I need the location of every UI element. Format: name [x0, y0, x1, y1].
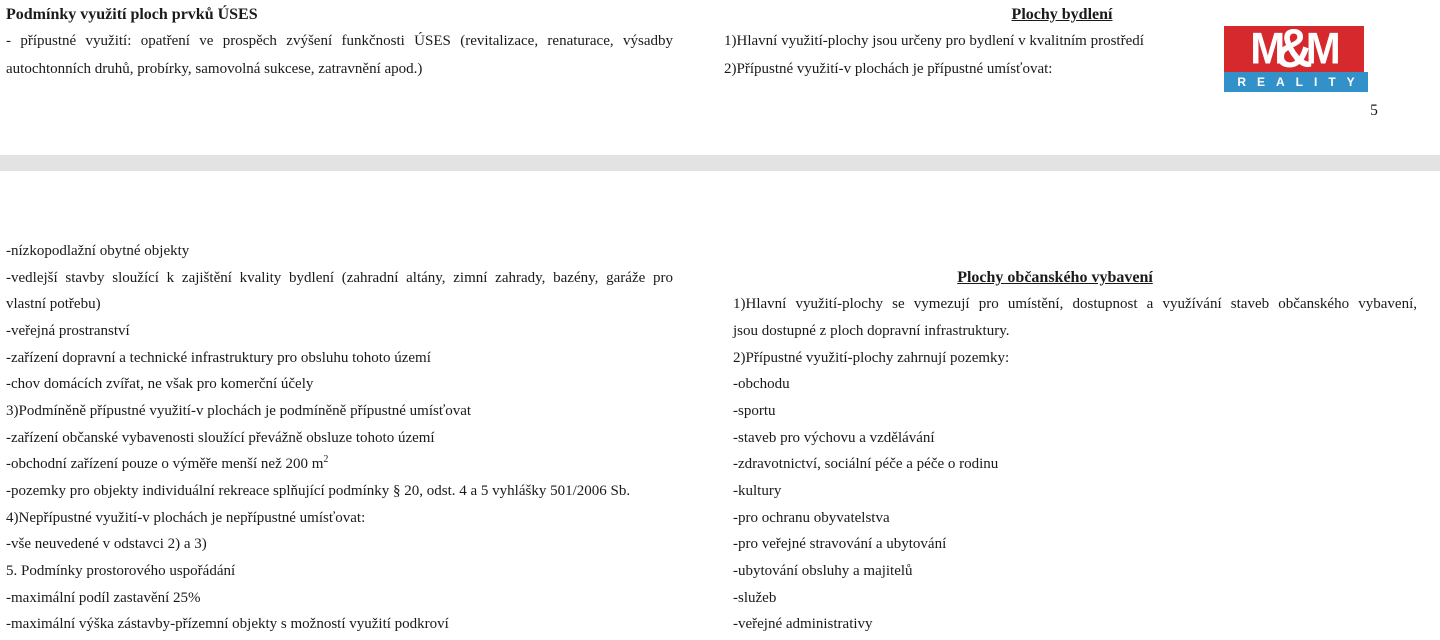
section-heading-plochy-bydleni: Plochy bydlení: [1011, 6, 1113, 23]
logo-letter-m-right: M: [1305, 26, 1338, 72]
text-line: -zařízení občanské vybavenosti sloužící převážně obsluze tohoto území: [6, 429, 435, 446]
text-line: -sportu: [733, 402, 776, 419]
text-line: -ubytování obsluhy a majitelů: [733, 562, 913, 579]
text-line: 1)Hlavní využití-plochy se vymezují pro umístění, dostupnost a využívání staveb občanského vybavení,: [733, 296, 1417, 313]
page-number: 5: [1370, 102, 1378, 119]
text-line: -pro veřejné stravování a ubytování: [733, 536, 947, 553]
text-line: -zdravotnictví, sociální péče a péče o rodinu: [733, 456, 999, 473]
text-line: -pro ochranu obyvatelstva: [733, 509, 890, 526]
logo-reality-band: [1224, 72, 1368, 92]
text-line: -obchodu: [733, 376, 790, 393]
text-line: -veřejné administrativy: [733, 616, 873, 633]
right-column-lines: [733, 291, 1417, 638]
realty-logo: [1224, 26, 1368, 92]
text-line: -obchodní zařízení pouze o výměře menší než 200 $m^2$: [6, 454, 329, 473]
text-line: 2)Přípustné využití-v plochách je přípustné umísťovat:: [724, 60, 1053, 77]
text-line: -zařízení dopravní a technické infrastruktury pro obsluhu tohoto území: [6, 349, 431, 366]
text-line: -nízkopodlažní obytné objekty: [6, 243, 190, 259]
logo-mm-mark: [1224, 26, 1364, 72]
text-line: 2)Přípustné využití-plochy zahrnují pozemky:: [733, 349, 1010, 366]
text-line: jsou dostupné z ploch dopravní infrastruktury.: [733, 322, 1010, 339]
top-left-lines: [6, 28, 673, 83]
text-line: vlastní potřebu): [6, 296, 101, 313]
section-heading-obcanske-vybaveni: Plochy občanského vybavení: [957, 268, 1153, 286]
left-column-lines: [6, 238, 673, 638]
text-line: -služeb: [733, 589, 777, 606]
text-line: 1)Hlavní využití-plochy jsou určeny pro bydlení v kvalitním prostředí: [724, 33, 1144, 50]
logo-reality-text: REALITY: [1237, 75, 1366, 89]
text-line: -veřejná prostranství: [6, 322, 130, 339]
logo-ampersand: &: [1275, 26, 1313, 72]
text-line: -chov domácích zvířat, ne však pro komerční účely: [6, 376, 314, 393]
text-line: -vše neuvedené v odstavci 2) a 3): [6, 536, 207, 553]
text-line: 4)Nepřípustné využití-v plochách je nepřípustné umísťovat:: [6, 509, 366, 526]
text-line: - přípustné využití: opatření ve prospěch zvýšení funkčnosti ÚSES (revitalizace, renaturace, výsadby: [6, 33, 673, 50]
text-line: -vedlejší stavby sloužící k zajištění kvality bydlení (zahradní altány, zimní zahrady, bazény, garáže pro: [6, 269, 673, 286]
text-line: 5. Podmínky prostorového uspořádání: [6, 562, 236, 579]
text-line: autochtonních druhů, probírky, samovolná sukcese, zatravnění apod.): [6, 60, 423, 77]
right-column: [733, 238, 1417, 638]
text-line: -maximální podíl zastavění 25%: [6, 589, 201, 606]
section-divider: [0, 155, 1440, 171]
logo-letter-m-left: M: [1250, 26, 1283, 72]
top-left-section: [6, 1, 673, 83]
left-column: [6, 238, 673, 638]
text-line: 3)Podmíněně přípustné využití-v plochách je podmíněně přípustné umísťovat: [6, 402, 472, 419]
section-heading-uses: Podmínky využití ploch prvků ÚSES: [6, 6, 258, 23]
text-line: -maximální výška zástavby-přízemní objekty s možností využití podkroví: [6, 616, 449, 633]
text-line: -pozemky pro objekty individuální rekreace splňující podmínky § 20, odst. 4 a 5 vyhlášky 501/2006 Sb.: [6, 482, 631, 499]
text-line: -kultury: [733, 482, 782, 499]
text-line: -staveb pro výchovu a vzdělávání: [733, 429, 935, 446]
